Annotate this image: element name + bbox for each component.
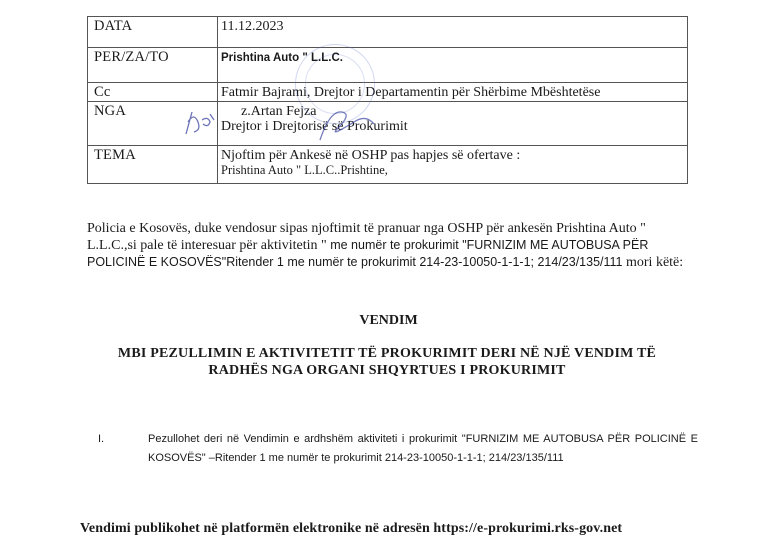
to-label: PER/ZA/TO [88,48,218,83]
date-value: 11.12.2023 [218,17,688,48]
subject-label: TEMA [88,146,218,184]
from-name: z.Artan Fejza [241,104,317,119]
intro-part3: mori këtë: [622,255,684,270]
header-table [87,16,688,184]
cc-label: Cc [88,83,218,102]
from-title: Drejtor i Drejtorisë së Prokurimit [221,119,408,134]
publication-footer: Vendimi publikohet në platformën elektronike në adresën https://e-prokurimi.rks-gov.net [80,521,623,536]
cc-value: Fatmir Bajrami, Drejtor i Departamentin për Shërbime Mbështetëse [218,83,688,102]
subject-line2: Prishtina Auto " L.L.C..Prishtine, [221,163,388,177]
handwritten-signature [180,100,380,150]
row-date [88,17,688,48]
intro-paragraph [87,220,697,271]
row-subject [88,146,688,184]
decision-item [98,430,698,468]
decision-subheading: MBI PEZULLIMIN E AKTIVITETIT TË PROKURIMIT DERI NË NJË VENDIM TË RADHËS NGA ORGANI SHQYRTUES I PROKURIMIT [117,346,657,378]
intro-part2: me numër te prokurimit "FURNIZIM ME AUTOBUSA PËR POLICINË E KOSOVËS"Ritender 1 me numër te prokurimit 214-23-10050-1-1-1; 214/23/135/111 [87,238,649,269]
item-number: I. [98,433,105,445]
row-from [88,102,688,146]
row-to [88,48,688,83]
date-label: DATA [88,17,218,48]
decision-title: VENDIM [359,313,418,328]
item-text: Pezullohet deri në Vendimin e ardhshëm aktiviteti i prokurimit "FURNIZIM ME AUTOBUSA PËR POLICINË E KOSOVËS" –Ritender 1 me numër te prokurimit 214-23-10050-1-1-1; 214/23/135/111 [148,433,698,464]
from-label: NGA [88,102,218,146]
row-cc [88,83,688,102]
intro-part1: Policia e Kosovës, duke vendosur sipas njoftimit të pranuar nga OSHP për ankesën Prishtina Auto " L.L.C.,si pale të interesuar për aktivitetin " [87,221,646,253]
subject-line1: Njoftim për Ankesë në OSHP pas hapjes së ofertave : [221,148,521,163]
to-value: Prishtina Auto " L.L.C. [221,52,343,64]
